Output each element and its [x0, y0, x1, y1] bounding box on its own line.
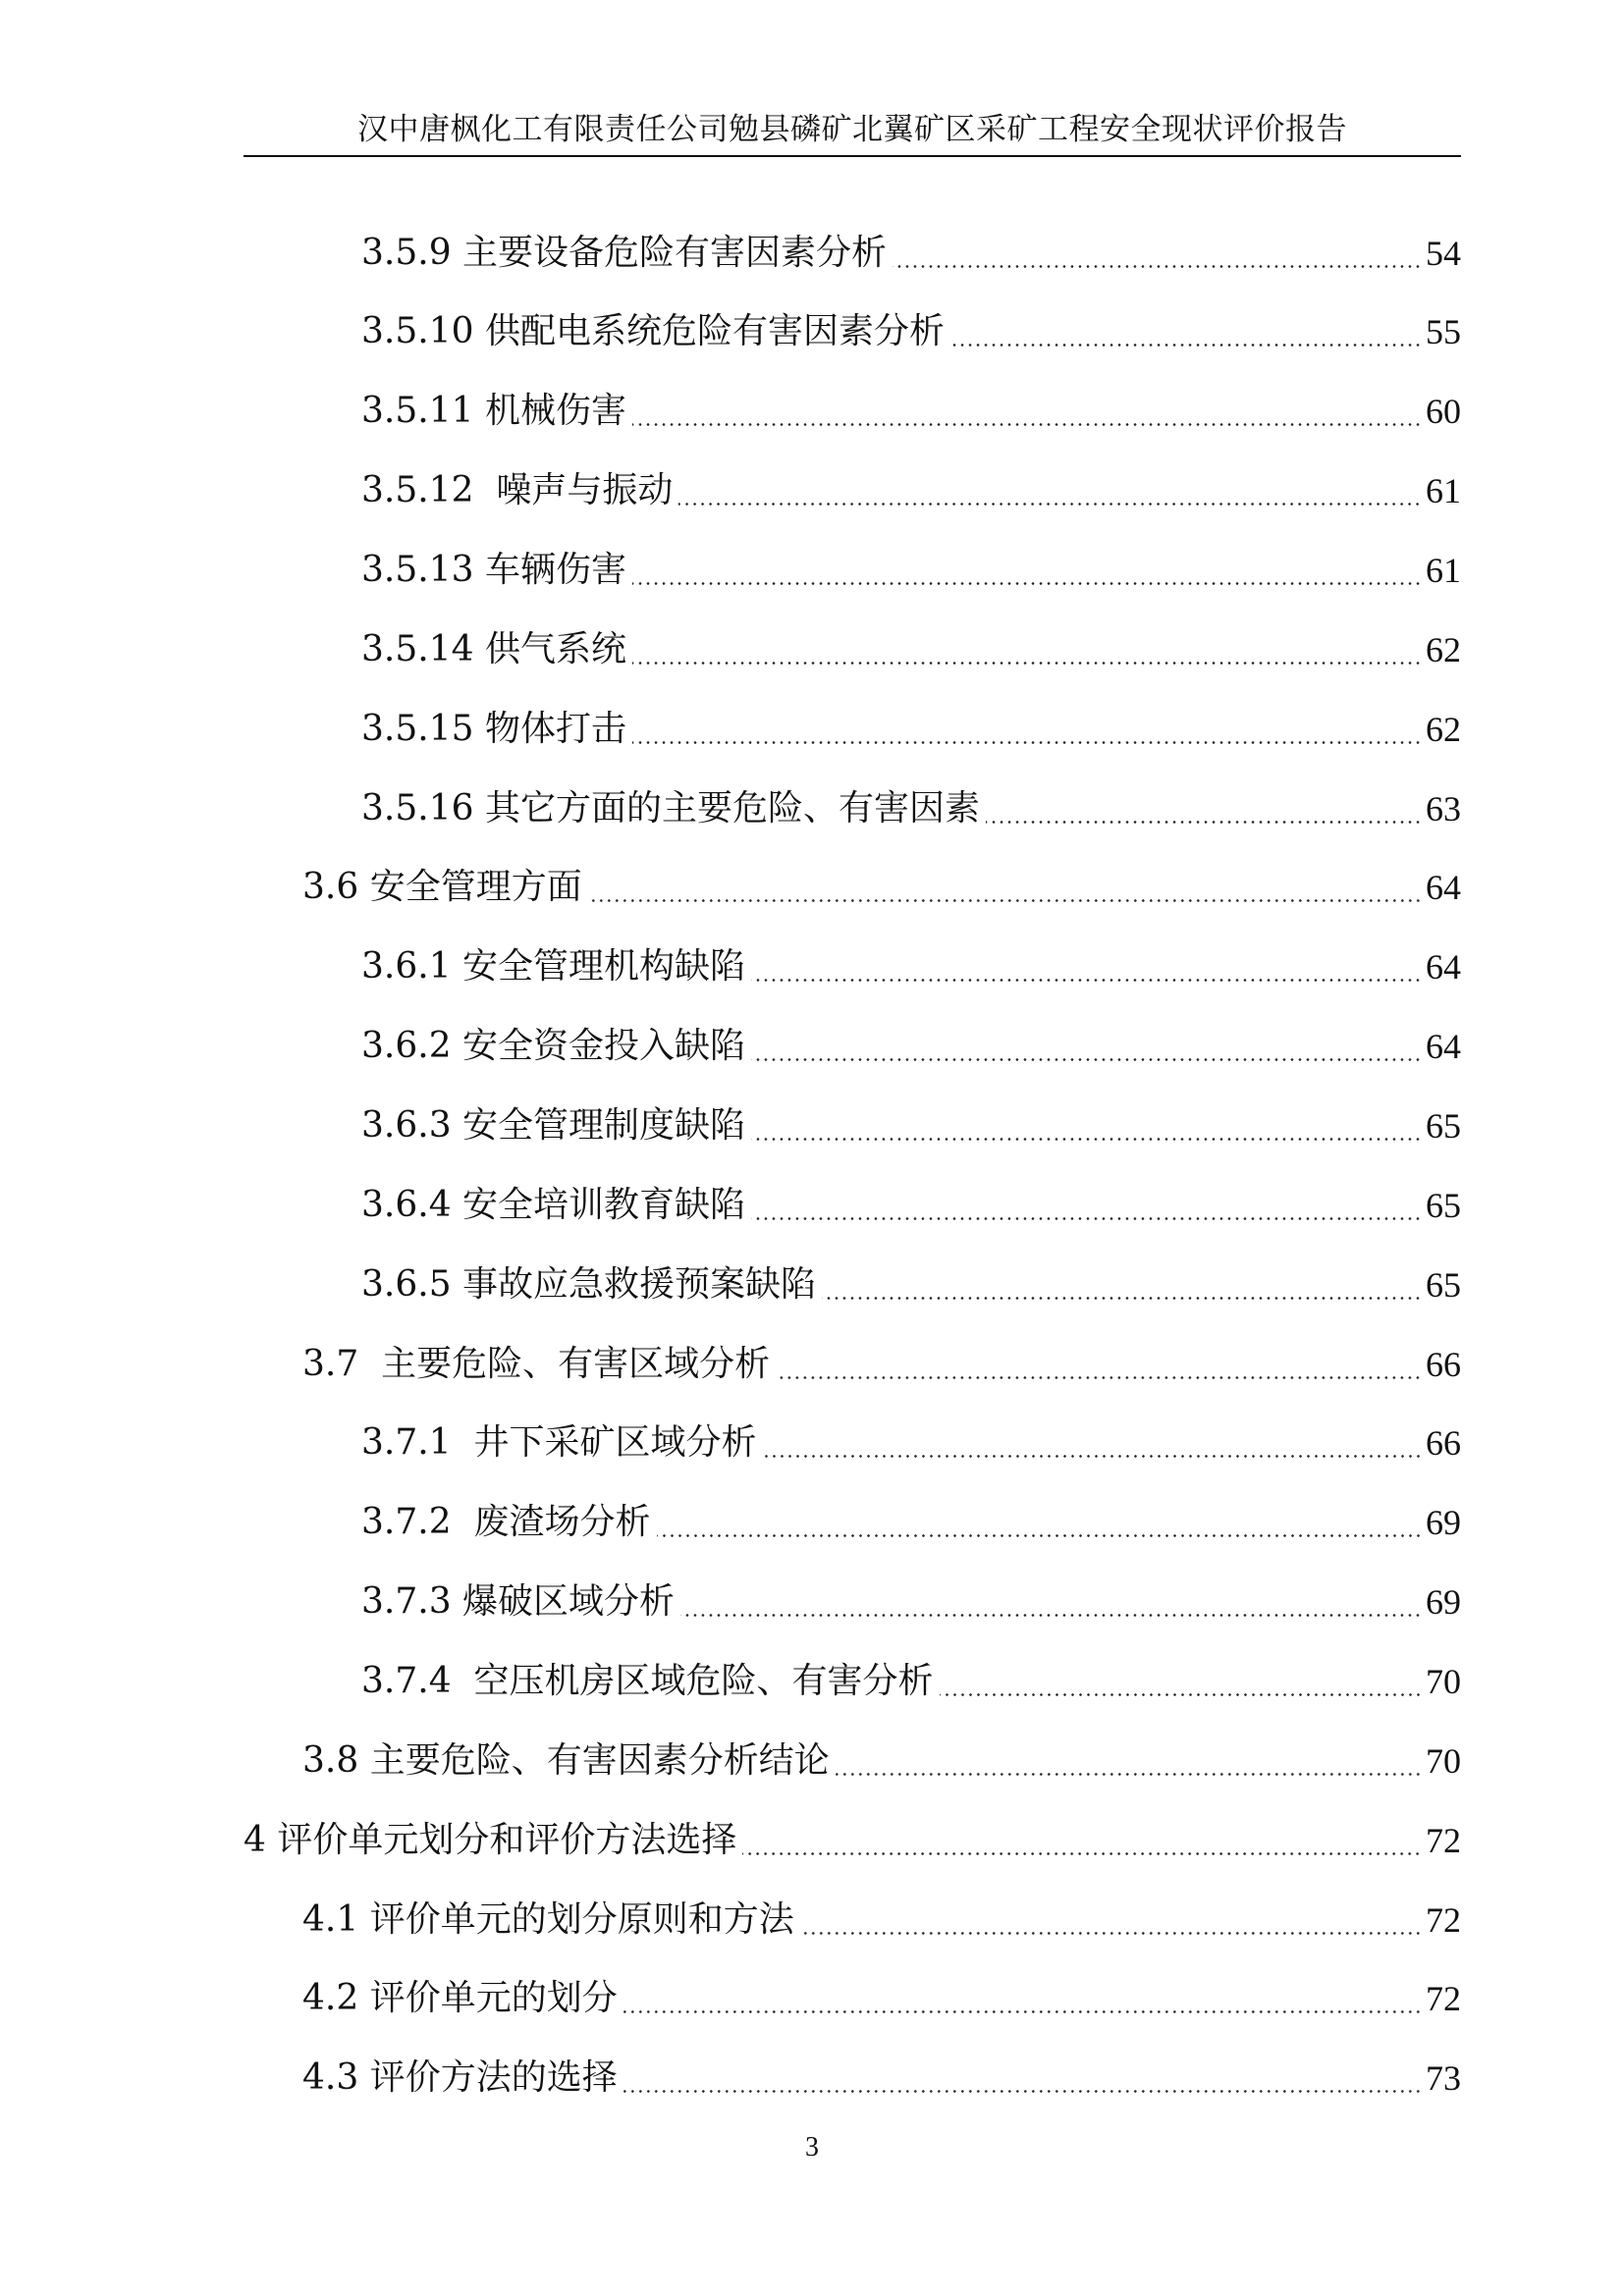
toc-entry[interactable]	[361, 222, 1461, 277]
toc-entry-label: 3.7.1 井下采矿区域分析	[361, 1422, 757, 1463]
toc-dot-leader	[836, 1773, 1422, 1776]
toc-entry-label: 3.5.15 物体打击	[361, 709, 626, 749]
toc-entry[interactable]	[302, 2047, 1461, 2102]
toc-entry-label: 3.5.13 车辆伤害	[361, 550, 626, 590]
toc-entry-page: 62	[1426, 710, 1461, 749]
toc-dot-leader	[800, 1932, 1422, 1935]
toc-entry[interactable]	[361, 618, 1461, 673]
toc-entry-label: 3.6.4 安全培训教育缺陷	[361, 1185, 746, 1225]
toc-entry-label: 4.2 评价单元的划分	[302, 1978, 618, 2018]
toc-dot-leader	[950, 344, 1422, 347]
toc-entry[interactable]	[361, 1650, 1461, 1705]
toc-entry-label: 3.7 主要危险、有害区域分析	[302, 1344, 771, 1384]
toc-dot-leader	[678, 503, 1422, 506]
toc-entry-page: 65	[1426, 1265, 1461, 1305]
toc-entry[interactable]	[361, 1254, 1461, 1308]
toc-dot-leader	[822, 1297, 1422, 1300]
toc-entry-label: 3.7.4 空压机房区域危险、有害分析	[361, 1661, 934, 1701]
toc-entry-page: 64	[1426, 947, 1461, 987]
toc-entry[interactable]	[361, 1015, 1461, 1070]
toc-entry-label: 3.5.11 机械伤害	[361, 391, 626, 431]
toc-entry[interactable]	[361, 300, 1461, 355]
page-header-title: 汉中唐枫化工有限责任公司勉县磷矿北翼矿区采矿工程安全现状评价报告	[357, 112, 1347, 147]
toc-entry-label: 3.5.12 噪声与振动	[361, 470, 674, 510]
toc-entry-page: 72	[1426, 1979, 1461, 2018]
toc-entry-page: 64	[1426, 1027, 1461, 1066]
toc-entry-page: 65	[1426, 1186, 1461, 1225]
toc-entry-page: 62	[1426, 630, 1461, 669]
toc-entry-label: 3.6 安全管理方面	[302, 867, 582, 907]
page-number: 3	[805, 2132, 819, 2163]
toc-entry-label: 3.6.3 安全管理制度缺陷	[361, 1105, 746, 1146]
toc-entry[interactable]	[361, 1412, 1461, 1467]
toc-entry-label: 3.7.3 爆破区域分析	[361, 1581, 676, 1622]
toc-entry-page: 55	[1426, 312, 1461, 351]
toc-dot-leader	[751, 1058, 1422, 1061]
toc-dot-leader	[751, 979, 1422, 982]
toc-entry-label: 3.6.5 事故应急救援预案缺陷	[361, 1264, 817, 1305]
toc-entry[interactable]	[302, 1889, 1461, 1944]
toc-entry[interactable]	[244, 1809, 1461, 1864]
toc-entry-page: 61	[1426, 551, 1461, 590]
toc-entry-page: 61	[1426, 471, 1461, 510]
toc-entry-label: 4 评价单元划分和评价方法选择	[244, 1820, 737, 1860]
toc-dot-leader	[588, 899, 1422, 902]
toc-dot-leader	[680, 1614, 1422, 1617]
toc-entry[interactable]	[361, 539, 1461, 594]
toc-entry-page: 70	[1426, 1741, 1461, 1781]
toc-entry[interactable]	[361, 380, 1461, 435]
toc-entry-label: 4.1 评价单元的划分原则和方法	[302, 1899, 794, 1940]
toc-entry-page: 63	[1426, 789, 1461, 828]
toc-dot-leader	[623, 2090, 1422, 2093]
toc-dot-leader	[632, 582, 1422, 585]
toc-entry[interactable]	[302, 856, 1461, 911]
toc-entry-page: 54	[1426, 234, 1461, 273]
toc-entry-page: 72	[1426, 1900, 1461, 1940]
toc-dot-leader	[893, 265, 1422, 268]
toc-entry-page: 72	[1426, 1821, 1461, 1860]
toc-entry-label: 3.7.2 废渣场分析	[361, 1502, 651, 1542]
toc-entry[interactable]	[361, 1571, 1461, 1626]
toc-dot-leader	[751, 1138, 1422, 1141]
toc-entry[interactable]	[361, 1491, 1461, 1546]
toc-entry-page: 69	[1426, 1503, 1461, 1542]
toc-entry-label: 3.5.16 其它方面的主要危险、有害因素	[361, 788, 980, 828]
toc-dot-leader	[657, 1534, 1423, 1537]
toc-entry-page: 60	[1426, 392, 1461, 431]
toc-entry-label: 4.3 评价方法的选择	[302, 2057, 618, 2098]
toc-dot-leader	[776, 1376, 1422, 1379]
toc-dot-leader	[632, 741, 1422, 744]
toc-entry[interactable]	[361, 935, 1461, 990]
toc-entry-label: 3.5.10 供配电系统危险有害因素分析	[361, 311, 945, 351]
toc-entry-label: 3.8 主要危险、有害因素分析结论	[302, 1740, 830, 1781]
toc-entry[interactable]	[361, 1174, 1461, 1229]
toc-dot-leader	[623, 2010, 1422, 2013]
toc-entry-page: 66	[1426, 1423, 1461, 1463]
toc-entry[interactable]	[302, 1967, 1461, 2022]
toc-entry[interactable]	[361, 459, 1461, 514]
toc-entry-page: 66	[1426, 1345, 1461, 1384]
toc-entry-page: 70	[1426, 1662, 1461, 1701]
toc-entry-page: 73	[1426, 2058, 1461, 2098]
toc-entry[interactable]	[302, 1333, 1461, 1388]
toc-dot-leader	[986, 821, 1422, 824]
toc-entry-label: 3.6.1 安全管理机构缺陷	[361, 946, 746, 987]
toc-dot-leader	[632, 662, 1422, 665]
toc-entry-label: 3.6.2 安全资金投入缺陷	[361, 1026, 746, 1066]
toc-dot-leader	[742, 1852, 1422, 1855]
toc-entry[interactable]	[361, 1095, 1461, 1149]
toc-entry-page: 65	[1426, 1106, 1461, 1146]
toc-entry-label: 3.5.14 供气系统	[361, 629, 626, 669]
toc-entry[interactable]	[361, 698, 1461, 753]
toc-entry[interactable]	[302, 1730, 1461, 1785]
toc-entry-label: 3.5.9 主要设备危险有害因素分析	[361, 233, 888, 273]
toc-entry-page: 69	[1426, 1582, 1461, 1622]
toc-dot-leader	[632, 423, 1422, 426]
toc-dot-leader	[763, 1455, 1423, 1458]
toc-entry[interactable]	[361, 777, 1461, 832]
toc-entry-page: 64	[1426, 868, 1461, 907]
toc-dot-leader	[751, 1217, 1422, 1220]
toc-dot-leader	[940, 1693, 1423, 1696]
